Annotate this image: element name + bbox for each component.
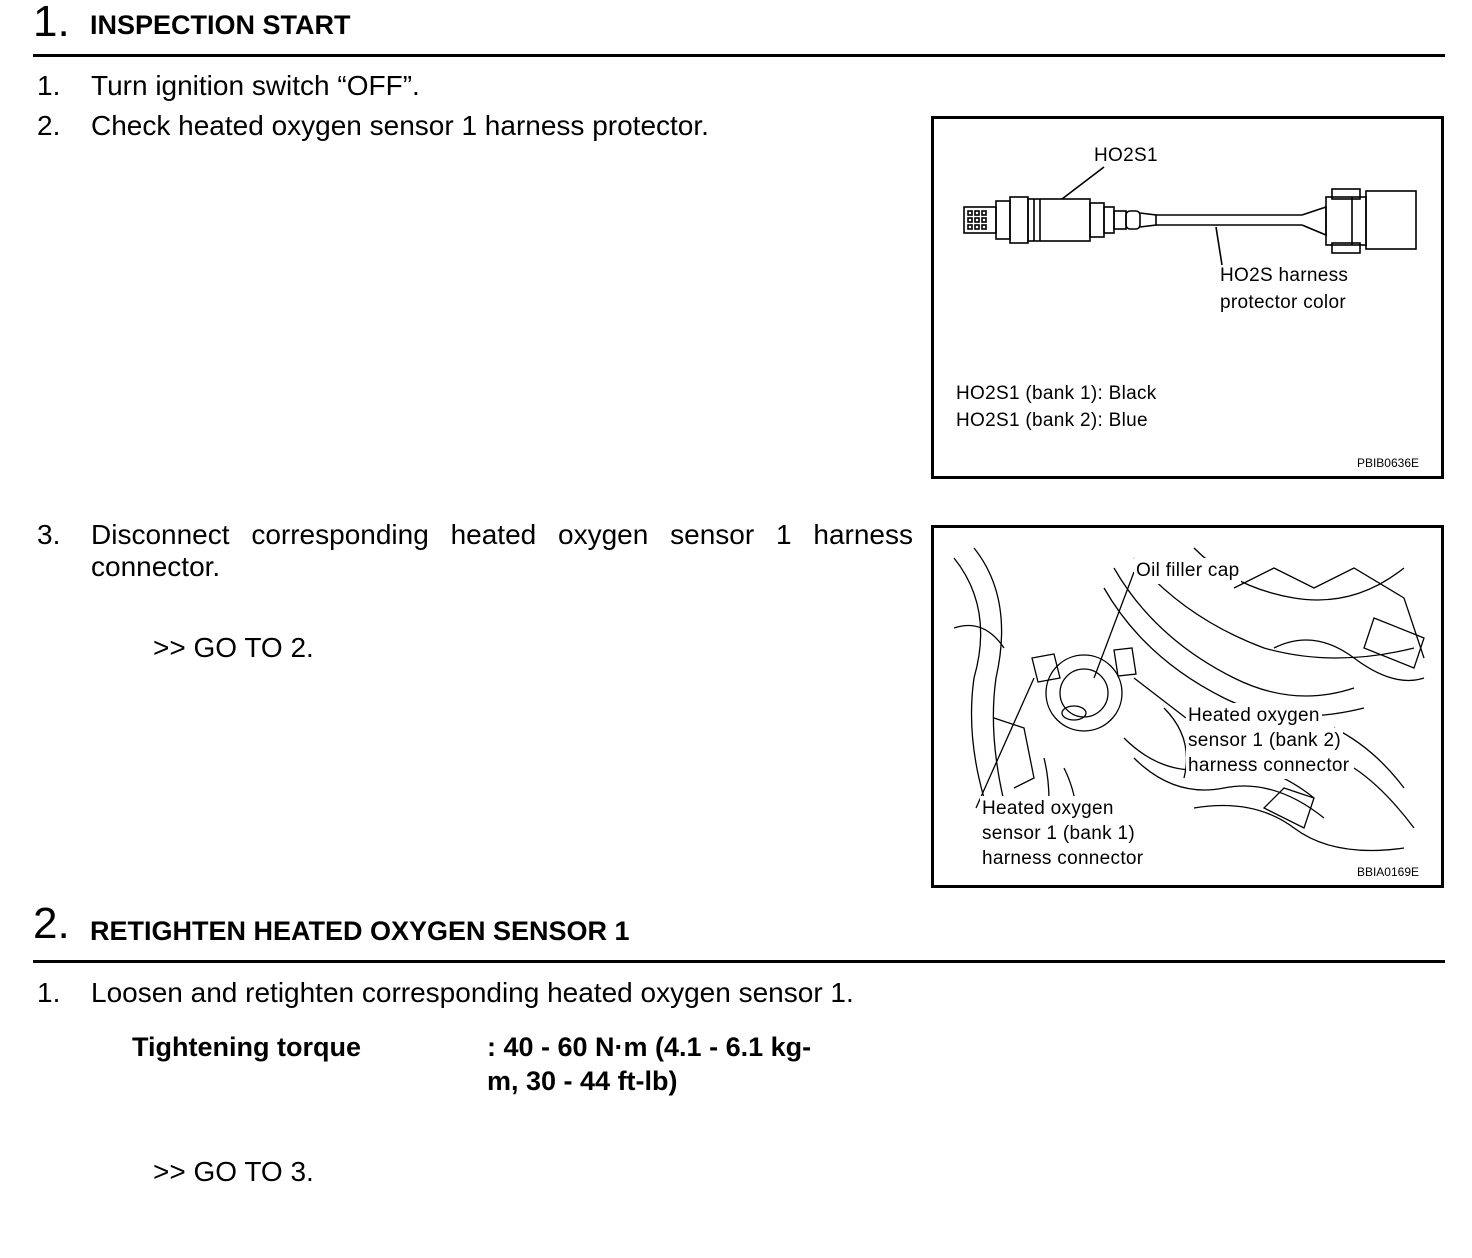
engine-bay-figure bbox=[931, 525, 1444, 888]
step-1-text: Turn ignition switch “OFF”. bbox=[91, 70, 420, 101]
step-1-number: 1. bbox=[37, 70, 61, 101]
protector-label-line1: HO2S harness bbox=[1220, 265, 1349, 286]
bank2-label-line1: Heated oxygen bbox=[1186, 703, 1322, 729]
section-1-rule bbox=[33, 54, 1445, 57]
section-2-title: RETIGHTEN HEATED OXYGEN SENSOR 1 bbox=[90, 916, 630, 946]
step-3-number: 3. bbox=[37, 519, 61, 550]
step-3-text: Disconnect corresponding heated oxygen sensor 1 harness connector. bbox=[91, 519, 913, 582]
bank1-label-line2: sensor 1 (bank 1) bbox=[980, 821, 1137, 847]
step-2-number: 2. bbox=[37, 110, 61, 141]
bank1-color-text: HO2S1 (bank 1): Black bbox=[956, 383, 1157, 404]
bank1-label-line1: Heated oxygen bbox=[980, 796, 1116, 822]
section-1-number: 1. bbox=[33, 0, 70, 46]
step-2-text: Check heated oxygen sensor 1 harness protector. bbox=[91, 110, 709, 141]
step-1-number: 1. bbox=[37, 977, 61, 1008]
goto-3-link[interactable]: >> GO TO 3. bbox=[153, 1156, 314, 1187]
figure-code: PBIB0636E bbox=[1356, 456, 1419, 470]
bank2-label-line3: harness connector bbox=[1186, 753, 1351, 779]
bank2-label-line2: sensor 1 (bank 2) bbox=[1186, 728, 1343, 754]
sensor-label: HO2S1 bbox=[1094, 145, 1158, 166]
spec-label: Tightening torque bbox=[132, 1032, 361, 1062]
section-1-title: INSPECTION START bbox=[90, 10, 351, 40]
section-2-rule bbox=[33, 960, 1445, 963]
bank2-color-text: HO2S1 (bank 2): Blue bbox=[956, 410, 1148, 431]
figure-code: BBIA0169E bbox=[1356, 865, 1419, 879]
spec-value-line2: m, 30 - 44 ft-lb) bbox=[487, 1066, 678, 1096]
section-2-number: 2. bbox=[33, 899, 70, 948]
bank1-label-line3: harness connector bbox=[980, 846, 1145, 872]
protector-label-line2: protector color bbox=[1220, 292, 1346, 313]
oil-filler-cap-label: Oil filler cap bbox=[1134, 558, 1241, 584]
goto-2-link[interactable]: >> GO TO 2. bbox=[153, 632, 314, 663]
harness-protector-figure bbox=[931, 116, 1444, 479]
step-1-text: Loosen and retighten corresponding heated oxygen sensor 1. bbox=[91, 977, 854, 1008]
spec-value-line1: : 40 - 60 N·m (4.1 - 6.1 kg- bbox=[487, 1032, 812, 1062]
